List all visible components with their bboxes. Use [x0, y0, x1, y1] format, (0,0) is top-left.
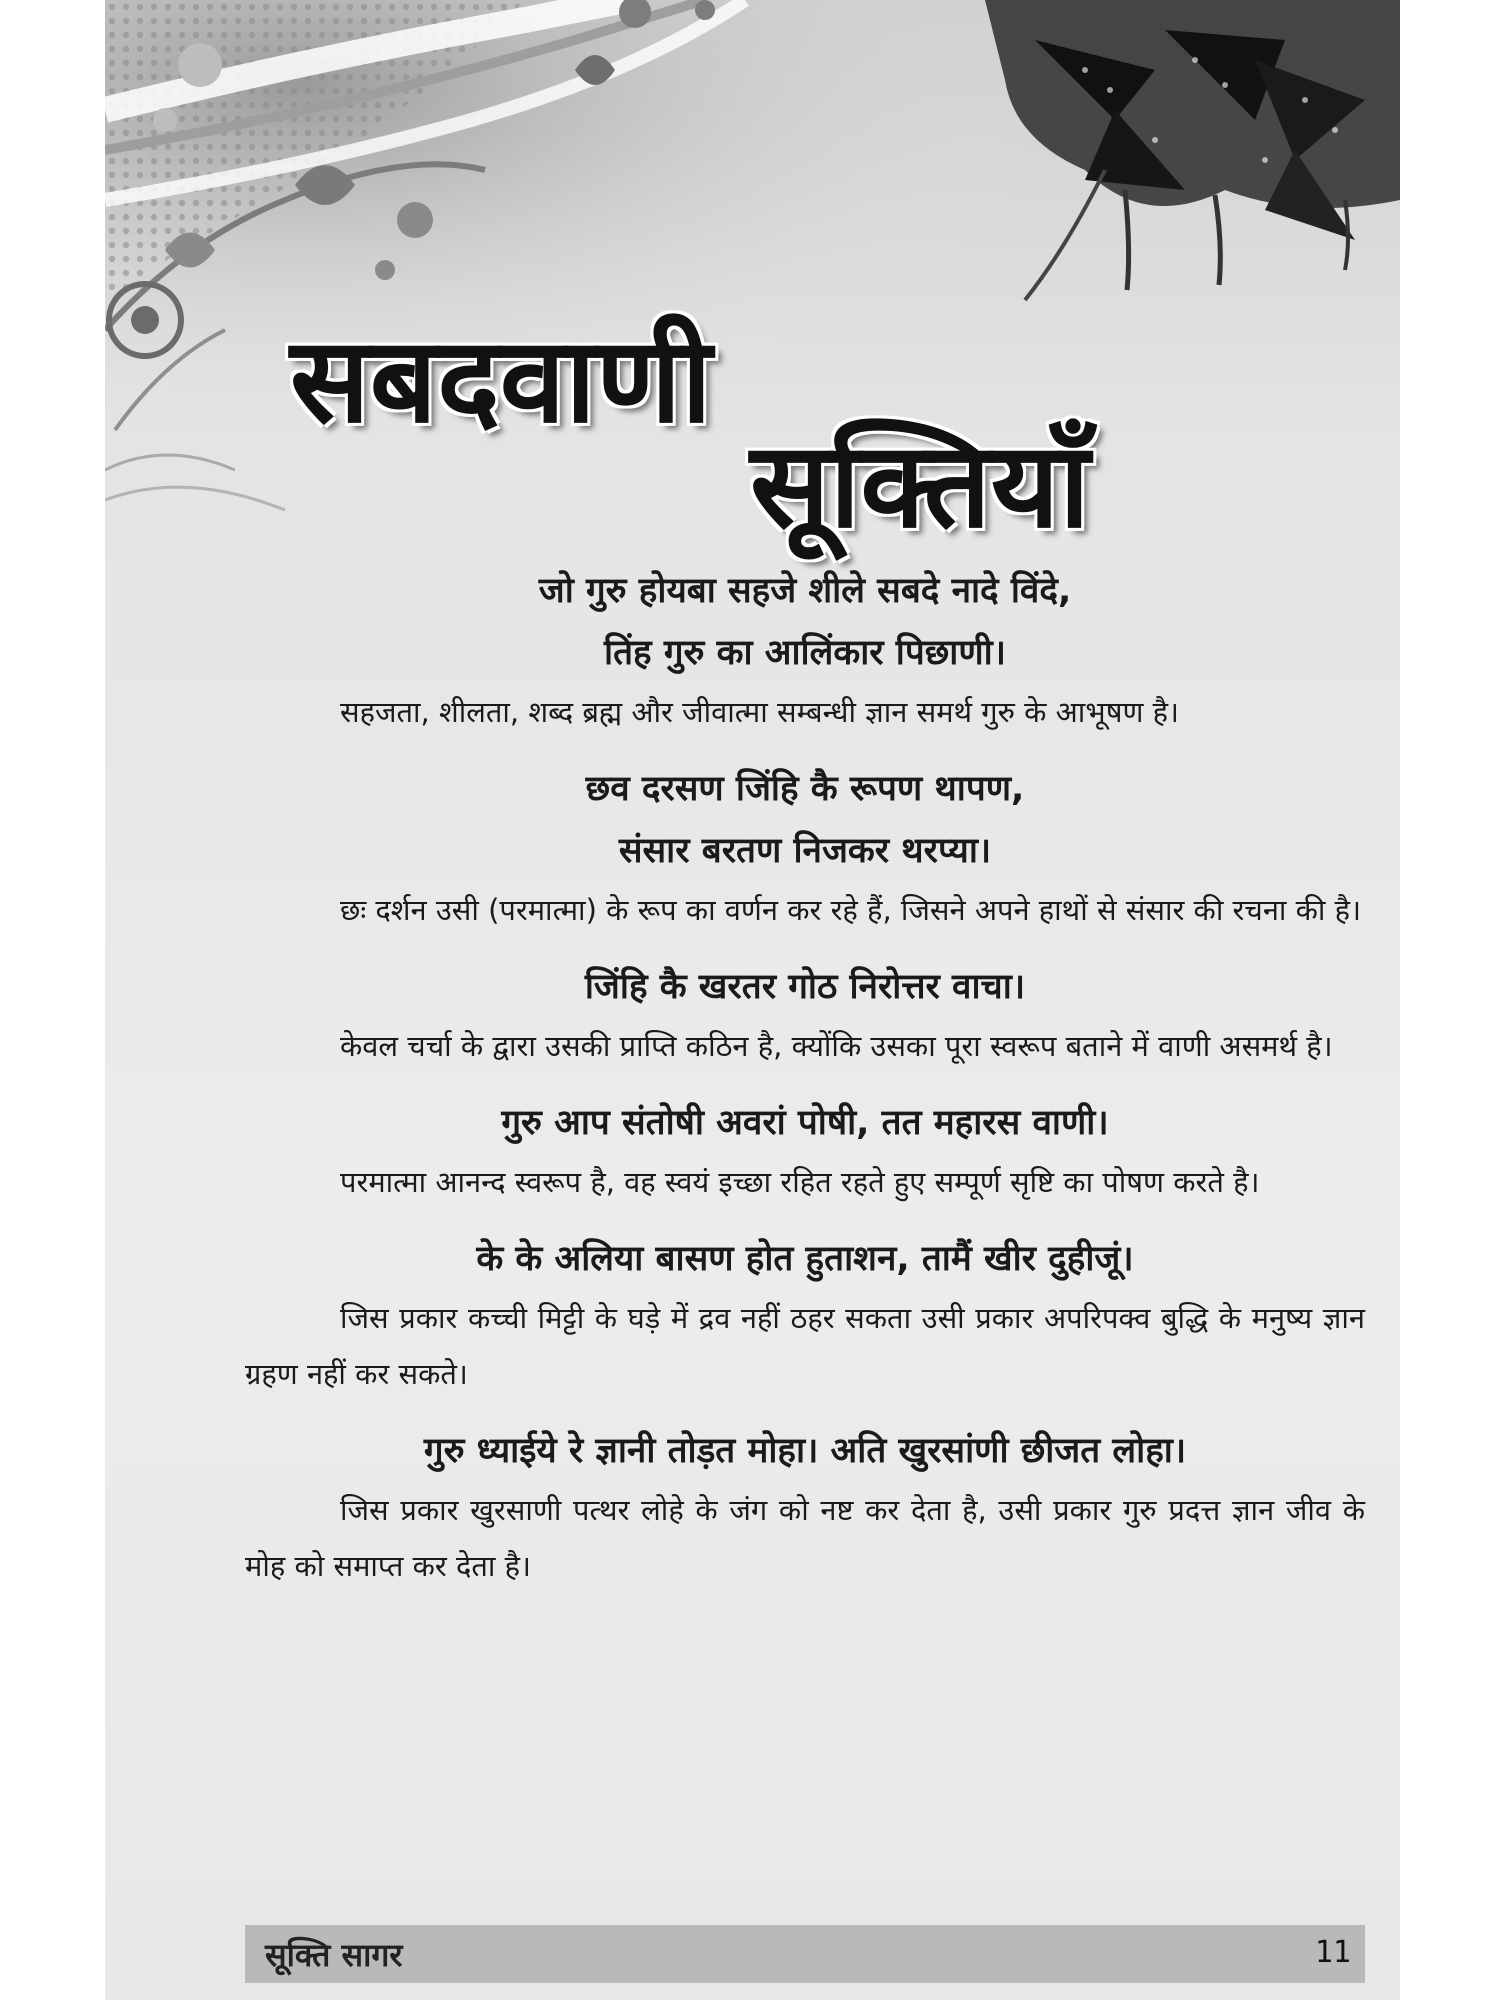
verse-meaning: जिस प्रकार खुरसाणी पत्थर लोहे के जंग को नष्ट कर देता है, उसी प्रकार गुरु प्रदत्त ज्ञान जीव के मोह को समाप्त कर देता है।	[245, 1493, 1365, 1583]
verse-line: तिंह गुरु का आलिंकार पिछाणी।	[604, 633, 1006, 673]
page-footer	[245, 1925, 1365, 1983]
verse-line: गुरु ध्याईये रे ज्ञानी तोड़त मोहा। अति खुरसांणी छीजत लोहा।	[423, 1431, 1187, 1471]
verse-meaning: जिस प्रकार कच्ची मिट्टी के घड़े में द्रव नहीं ठहर सकता उसी प्रकार अपरिपक्व बुद्धि के मनुष्य ज्ञान ग्रहण नहीं कर सकते।	[245, 1301, 1365, 1391]
title-line-1: सबदवाणी	[290, 311, 712, 449]
section-1	[245, 560, 1365, 740]
section-4	[245, 1092, 1365, 1210]
verse-line: के के अलिया बासण होत हुताशन, तामैं खीर दुहीजूं।	[476, 1239, 1134, 1279]
section-5	[245, 1228, 1365, 1402]
title-line-2: सूक्तियाँ	[750, 416, 1090, 554]
verse-line: छव दरसण जिंहि कै रूपण थापण,	[585, 769, 1025, 809]
footer-book-title: सूक्ति सागर	[265, 1936, 403, 1974]
content-area	[245, 560, 1365, 1612]
verse-line: जो गुरु होयबा सहजे शीले सबदे नादे विंदे,	[538, 571, 1072, 611]
verse-meaning: छः दर्शन उसी (परमात्मा) के रूप का वर्णन कर रहे हैं, जिसने अपने हाथों से संसार की रचना की है।	[340, 893, 1362, 927]
verse-line: जिंहि कै खरतर गोठ निरोत्तर वाचा।	[584, 967, 1026, 1007]
section-3	[245, 956, 1365, 1074]
verse-line: संसार बरतण निजकर थरप्या।	[618, 831, 992, 871]
verse-meaning: सहजता, शीलता, शब्द ब्रह्म और जीवात्मा सम्बन्धी ज्ञान समर्थ गुरु के आभूषण है।	[340, 695, 1180, 729]
page-number: 11	[1314, 1935, 1351, 1970]
book-page	[105, 0, 1400, 2000]
verse-meaning: परमात्मा आनन्द स्वरूप है, वह स्वयं इच्छा रहित रहते हुए सम्पूर्ण सृष्टि का पोषण करते है।	[340, 1165, 1260, 1199]
section-2	[245, 758, 1365, 938]
verse-line: गुरु आप संतोषी अवरां पोषी, तत महारस वाणी।	[501, 1103, 1109, 1143]
section-6	[245, 1420, 1365, 1594]
verse-meaning: केवल चर्चा के द्वारा उसकी प्राप्ति कठिन है, क्योंकि उसका पूरा स्वरूप बताने में वाणी असमर्थ है।	[340, 1029, 1333, 1063]
